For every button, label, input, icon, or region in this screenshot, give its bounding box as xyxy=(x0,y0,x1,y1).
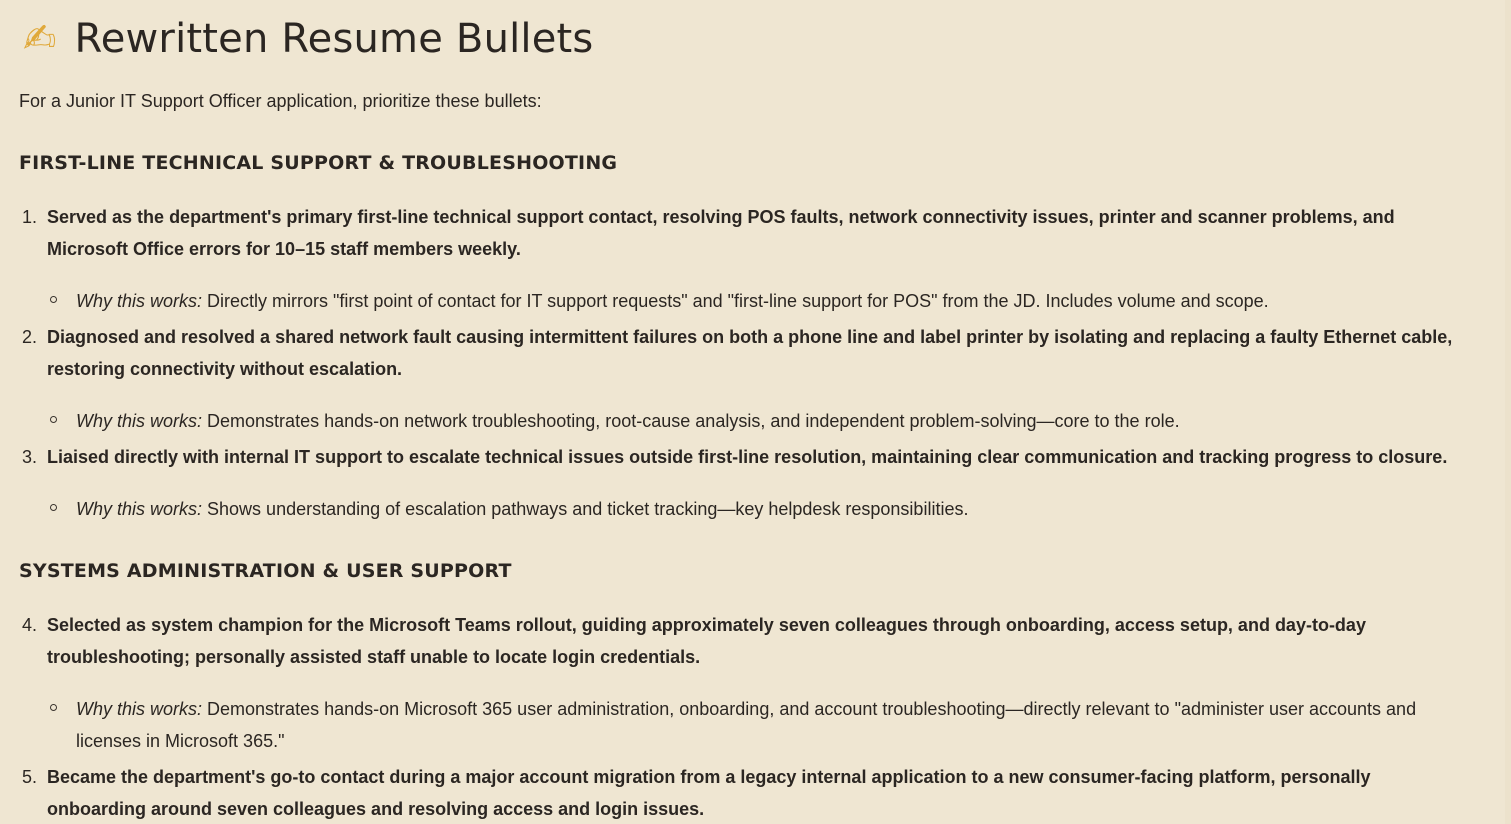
hollow-bullet-icon xyxy=(50,416,57,423)
why-body: Shows understanding of escalation pathways and ticket tracking—key helpdesk responsibilities. xyxy=(202,499,969,519)
hollow-bullet-icon xyxy=(50,504,57,511)
list-item-text: Served as the department's primary first-line technical support contact, resolving POS faults, network connectivity issues, printer and scanner problems, and Microsoft Office errors for 10–15 staff members weekly. xyxy=(47,207,1395,259)
section-heading-systems-administration: SYSTEMS ADMINISTRATION & USER SUPPORT xyxy=(19,560,512,582)
list-item-text: Selected as system champion for the Microsoft Teams rollout, guiding approximately seven colleagues through onboarding, access setup, and day-to-day troubleshooting; personally assisted staff unable to locate login credentials. xyxy=(47,615,1366,667)
list-item-number: 1. xyxy=(22,207,38,227)
list-item-text: Liaised directly with internal IT support to escalate technical issues outside first-line resolution, maintaining clear communication and tracking progress to closure. xyxy=(47,447,1448,467)
list-item-text: Became the department's go-to contact during a major account migration from a legacy internal application to a new consumer-facing platform, personally onboarding around seven colleagues and resolving access and login issues. xyxy=(47,767,1371,819)
hollow-bullet-icon xyxy=(50,296,57,303)
why-label: Why this works: xyxy=(76,499,203,519)
list-item-number: 2. xyxy=(22,327,38,347)
why-note-text xyxy=(76,493,1456,525)
hollow-bullet-icon xyxy=(50,704,57,711)
why-body: Demonstrates hands-on network troubleshooting, root-cause analysis, and independent problem-solving—core to the role. xyxy=(202,411,1180,431)
why-note-text xyxy=(76,285,1456,317)
why-note-text xyxy=(76,405,1456,437)
why-label: Why this works: xyxy=(76,411,203,431)
section-heading-first-line-support: FIRST-LINE TECHNICAL SUPPORT & TROUBLESHOOTING xyxy=(19,152,618,174)
why-body: Directly mirrors "first point of contact for IT support requests" and "first-line support for POS" from the JD. Includes volume and scope. xyxy=(202,291,1269,311)
writing-hand-icon: ✍ xyxy=(23,16,57,62)
list-item-text: Diagnosed and resolved a shared network fault causing intermittent failures on both a phone line and label printer by isolating and replacing a faulty Ethernet cable, restoring connectivity without escalation. xyxy=(47,327,1453,379)
why-label: Why this works: xyxy=(76,291,203,311)
list-item-number: 5. xyxy=(22,767,38,787)
page-title: Rewritten Resume Bullets xyxy=(74,16,594,62)
vertical-scrollbar[interactable] xyxy=(1505,0,1511,824)
intro-text: For a Junior IT Support Officer application, prioritize these bullets: xyxy=(19,91,542,111)
why-body: Demonstrates hands-on Microsoft 365 user administration, onboarding, and account troubleshooting—directly relevant to "administer user accounts and licenses in Microsoft 365." xyxy=(76,699,1417,751)
page-title-row xyxy=(23,12,593,66)
list-item-number: 3. xyxy=(22,447,38,467)
list-item-number: 4. xyxy=(22,615,38,635)
why-note-text xyxy=(76,693,1456,757)
why-label: Why this works: xyxy=(76,699,203,719)
